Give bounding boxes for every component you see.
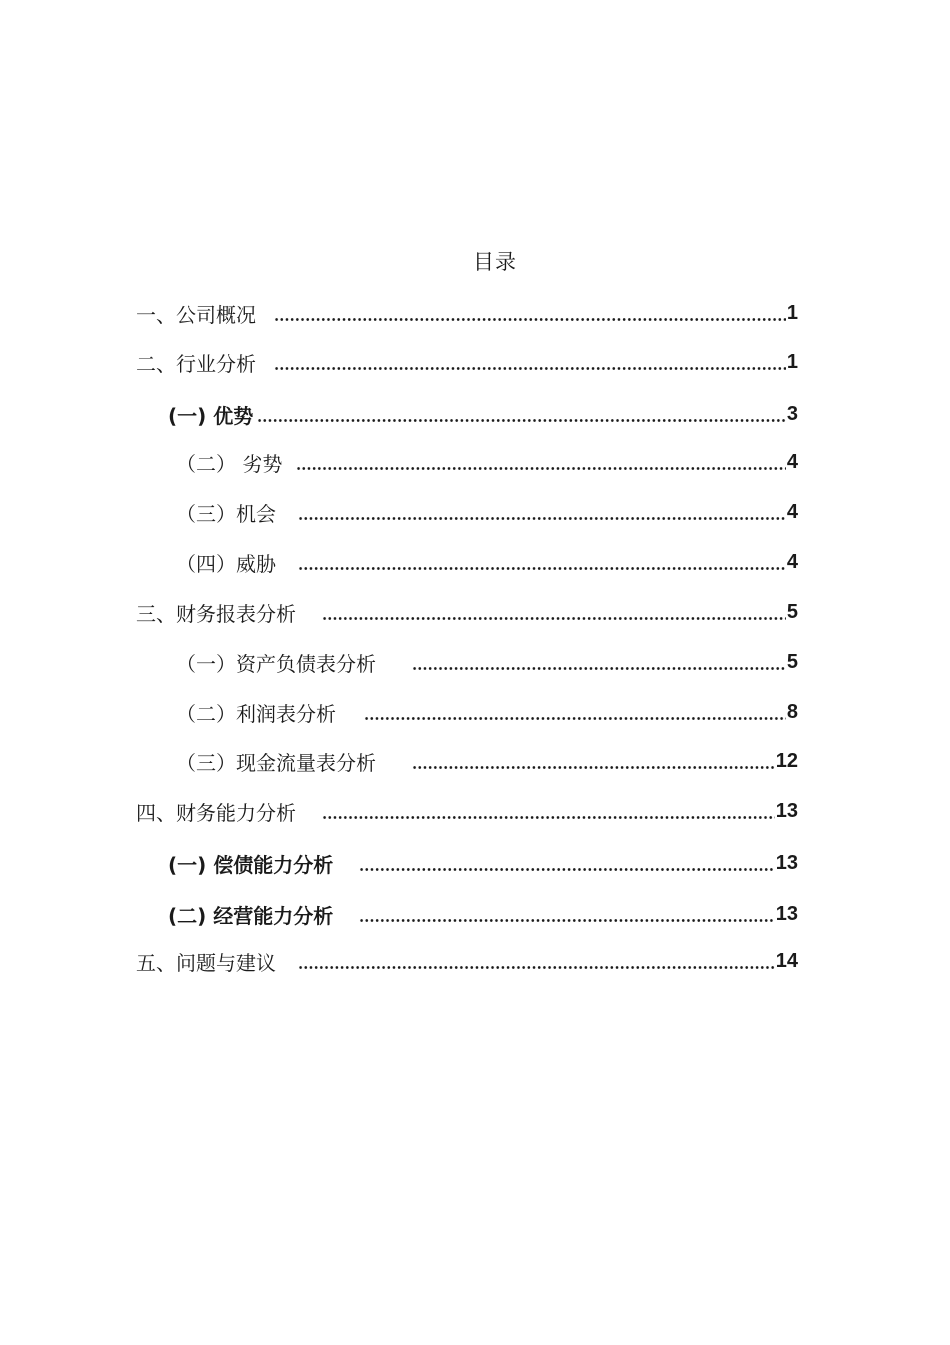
toc-entry-label: （四）威胁 (176, 551, 276, 576)
toc-dot-leader (412, 647, 786, 677)
toc-entry-page: 4 (786, 550, 798, 573)
toc-entry-label: （二）利润表分析 (176, 701, 336, 726)
toc-entry[interactable] (176, 647, 798, 677)
toc-entry[interactable] (136, 298, 798, 328)
toc-dot-leader (296, 447, 786, 477)
toc-entry-page: 13 (775, 851, 798, 874)
toc-entry-label: （三）机会 (176, 501, 276, 526)
toc-entry-label: （三）现金流量表分析 (176, 750, 376, 775)
toc-entry-label: (一) 优势 (168, 403, 254, 428)
toc-entry[interactable] (136, 946, 798, 976)
toc-entry[interactable] (136, 796, 798, 826)
toc-entry-label: (二) 经营能力分析 (168, 903, 334, 928)
toc-entry-page: 8 (786, 700, 798, 723)
toc-entry-page: 13 (775, 902, 798, 925)
toc-entry[interactable] (168, 848, 798, 878)
toc-dot-leader (364, 697, 786, 727)
toc-entry-page: 1 (786, 350, 798, 373)
toc-dot-leader (298, 497, 786, 527)
toc-entry-page: 4 (786, 500, 798, 523)
toc-entry-page: 14 (775, 949, 798, 972)
toc-entry[interactable] (168, 899, 798, 929)
toc-dot-leader (359, 848, 775, 878)
toc-entry-page: 13 (775, 799, 798, 822)
toc-dot-leader (274, 347, 786, 377)
toc-entry-page: 12 (775, 749, 798, 772)
toc-entry-page: 4 (786, 450, 798, 473)
toc-entry[interactable] (176, 697, 798, 727)
toc-entry-page: 3 (786, 402, 798, 425)
toc-dot-leader (298, 547, 786, 577)
toc-dot-leader (298, 946, 775, 976)
toc-dot-leader (359, 899, 775, 929)
toc-entry[interactable] (136, 597, 798, 627)
toc-entry-page: 5 (786, 600, 798, 623)
toc-entry-label: 五、问题与建议 (136, 950, 276, 975)
toc-dot-leader (412, 746, 775, 776)
toc-entry[interactable] (176, 497, 798, 527)
toc-dot-leader (257, 399, 786, 429)
toc-entry[interactable] (176, 547, 798, 577)
toc-dot-leader (274, 298, 786, 328)
toc-entry-label: 一、公司概况 (136, 302, 256, 327)
toc-title: 目录 (473, 250, 517, 274)
toc-entry-label: 三、财务报表分析 (136, 601, 296, 626)
toc-entry-page: 1 (786, 301, 798, 324)
toc-entry-label: 二、行业分析 (136, 351, 256, 376)
toc-entry-label: 四、财务能力分析 (136, 800, 296, 825)
toc-entry[interactable] (168, 399, 798, 429)
toc-entry[interactable] (176, 746, 798, 776)
toc-entry[interactable] (176, 447, 798, 477)
toc-entry-label: （一）资产负债表分析 (176, 651, 376, 676)
toc-entry-label: （二） 劣势 (176, 451, 283, 476)
toc-dot-leader (322, 597, 786, 627)
toc-entry-page: 5 (786, 650, 798, 673)
toc-dot-leader (322, 796, 775, 826)
toc-entry[interactable] (136, 347, 798, 377)
toc-entry-label: (一) 偿债能力分析 (168, 852, 334, 877)
